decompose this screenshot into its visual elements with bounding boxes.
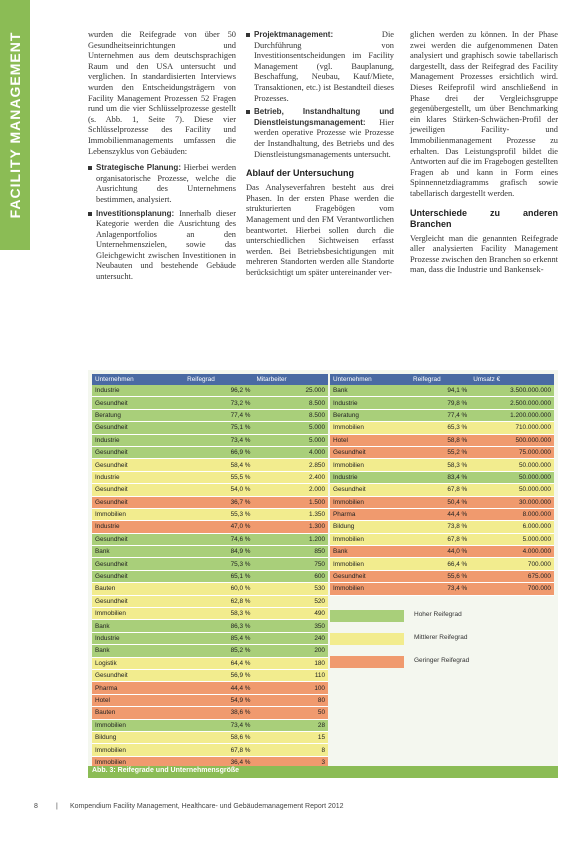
table-cell: 15 [253,731,328,743]
col3-paragraph-2: Vergleicht man die genannten Reifegrade aller analysierten Facility Management Prozesse zwischen den Branchen so erkennt man, dass die Industrie und Bankensek- [410,233,558,275]
table-row [92,496,328,508]
bullet-operations [246,107,394,160]
table-cell: 1.200 [253,533,328,545]
page-number: 8 [34,803,38,810]
bullet-head: Investitionsplanung: [96,208,175,218]
table-cell: 2.500.000.000 [470,397,554,409]
section-heading: Unterschiede zu anderen Branchen [410,207,558,229]
table-cell: Gesundheit [92,558,184,570]
table-cell: 1.500 [253,496,328,508]
table-row [92,657,328,669]
table-cell: 58,3 % [410,459,470,471]
table-cell: 77,4 % [410,409,470,421]
table-cell: 500.000.000 [470,434,554,446]
table-cell: Immobilien [92,719,184,731]
table-row [330,397,554,409]
table-cell: 2.850 [253,459,328,471]
table-cell: Industrie [330,471,410,483]
table-row [330,521,554,533]
table-row [92,434,328,446]
table-cell: 47,0 % [184,521,253,533]
table-cell: 110 [253,669,328,681]
employees-table [92,374,328,769]
table-cell: 58,4 % [184,459,253,471]
table-cell: Bildung [330,521,410,533]
table-row [92,694,328,706]
table-cell: 58,3 % [184,608,253,620]
table-cell: Immobilien [330,533,410,545]
table-cell: 44,4 % [410,508,470,520]
table-cell: Industrie [92,471,184,483]
table-cell: 44,4 % [184,682,253,694]
table-row [330,422,554,434]
section-heading: Ablauf der Untersuchung [246,168,355,179]
table-cell: 54,9 % [184,694,253,706]
table-cell: Immobilien [330,459,410,471]
col1-paragraph: wurden die Reifegrade von über 50 Gesundheitseinrichtungen und Unternehmen aus dem deutschsprachigen Raum und den USA untersucht und verglichen. In standardisierten Interviews wurden den Entscheidungsträgern von Facility Management Prozessen 52 Fragen rund um die vier Schlüsselprozesse gestellt (s. Abb. 1, Seite 7). Diese vier Schlüsselprozesse des Facility und Immobilienmanagements umfassen die Lebenszyklus von Gebäuden: [88,30,236,156]
table-cell: Bauten [92,707,184,719]
bullet-head: Strategische Planung: [96,163,181,173]
table-row [92,385,328,397]
table-cell: 65,3 % [410,422,470,434]
bullet-investment-planning [88,209,236,283]
sidebar-band [0,0,30,250]
text-column-2 [246,30,394,284]
table-cell: Logistik [92,657,184,669]
table-row [330,570,554,582]
table-cell: 750 [253,558,328,570]
table-cell: 58,6 % [184,731,253,743]
table-row [92,595,328,607]
table-cell: Pharma [92,682,184,694]
table-cell: 83,4 % [410,471,470,483]
table-cell: 1.350 [253,508,328,520]
table-cell: Beratung [330,409,410,421]
table-row [92,409,328,421]
table-row [92,707,328,719]
table-cell: Gesundheit [92,570,184,582]
table-cell: 50.000.000 [470,459,554,471]
bullet-project-management [246,30,394,104]
table-cell: 55,6 % [410,570,470,582]
table-row [92,546,328,558]
table-row [330,446,554,458]
text-column-3 [410,30,558,282]
table-cell: 2.400 [253,471,328,483]
table-cell: Gesundheit [330,484,410,496]
table-cell: Pharma [330,508,410,520]
table-cell: 50 [253,707,328,719]
table-row [330,459,554,471]
table-cell: 73,4 % [410,583,470,595]
text-column-1 [88,30,236,286]
table-cell: 3.500.000.000 [470,385,554,397]
table-cell: 60,0 % [184,583,253,595]
table-cell: 850 [253,546,328,558]
table-row [92,570,328,582]
table-cell: 100 [253,682,328,694]
table-cell: 85,4 % [184,632,253,644]
table-cell: 80 [253,694,328,706]
table-cell: Immobilien [330,558,410,570]
table-cell: 75,3 % [184,558,253,570]
table-cell: Gesundheit [92,422,184,434]
table-cell: 8.000.000 [470,508,554,520]
table-cell: 2.000 [253,484,328,496]
table-cell: 36,7 % [184,496,253,508]
table-cell: 200 [253,645,328,657]
table-cell: Bauten [92,583,184,595]
bullet-text: Hierbei werden organisatorische Prozesse, welche die Ausrichtung des Unternehmens bestimmen, analysiert. [96,163,237,204]
table-row [92,645,328,657]
table-cell: Industrie [92,632,184,644]
table-cell: 66,9 % [184,446,253,458]
table-row [92,744,328,756]
table-row [92,682,328,694]
table-cell: 73,4 % [184,719,253,731]
table-cell: 86,3 % [184,620,253,632]
table-cell: 675.000 [470,570,554,582]
table-cell: 67,8 % [410,533,470,545]
table-row [330,546,554,558]
page-footer [34,803,344,810]
sidebar-label: FACILITY MANAGEMENT [7,31,23,219]
table-cell: 44,0 % [410,546,470,558]
column-header: Reifegrad [184,374,253,385]
table-row [330,533,554,545]
table-cell: 55,3 % [184,508,253,520]
table-cell: 4.000.000 [470,546,554,558]
table-cell: Gesundheit [92,533,184,545]
table-cell: 8.500 [253,409,328,421]
table-cell: 73,8 % [410,521,470,533]
table-row [92,608,328,620]
table-row [330,508,554,520]
table-cell: 4.000 [253,446,328,458]
bullet-text: Die Durchführung von Investitionsentscheidungen im Facility Management (vgl. Bauplanung, Beschaffung, Neubau, Kauf/Miete, Transaktionen, etc.) ist Bestandteil dieses Prozesses. [254,30,394,103]
table-cell: 65,1 % [184,570,253,582]
legend-swatch [330,633,404,645]
col3-paragraph: glichen werden zu können. In der Phase zwei werden die aufgenommenen Daten analysiert und graphisch sowie tabellarisch dargestellt, dass der Reifegrad des Facility Management Prozesses ersichtlich wird. Dieses Reifeprofil wird anschließend in Phase drei der Vergleichsgruppe gegenübergestellt, um über Benchmarking ein klares Stärken-Schwächen-Profil der jeweiligen Facility- und Immobilienmanagement Prozesse zu erhalten. Das Leistungsprofil bildet die Antworten auf die im Fragebogen gestellten Fragen ab und kann in Form eines Spinnennetzdiagramms grafisch sowie tabellarisch dargestellt werden. [410,30,558,198]
table-cell: 54,0 % [184,484,253,496]
col2-paragraph: Das Analyseverfahren besteht aus drei Phasen. In der ersten Phase werden die strukturierten Fragebögen vom Management und den FM Verantwortlichen beantwortet. Hierbei sollen durch die unterschiedlichen Sichtweisen erfasst werden. Bei Betriebsbesichtigungen mit mehreren Standorten werden alle Standorte berücksichtigt um später untereinander ver- [246,183,394,277]
table-cell: 8.500 [253,397,328,409]
table-cell: Immobilien [92,756,184,768]
table-cell: 84,9 % [184,546,253,558]
table-cell: Industrie [92,434,184,446]
table-row [92,459,328,471]
table-cell: Gesundheit [330,446,410,458]
table-cell: Gesundheit [92,397,184,409]
table-cell: 58,8 % [410,434,470,446]
table-cell: 28 [253,719,328,731]
table-cell: 6.000.000 [470,521,554,533]
table-cell: Industrie [92,521,184,533]
table-cell: 36,4 % [184,756,253,768]
table-cell: 25.000 [253,385,328,397]
table-cell: Beratung [92,409,184,421]
table-row [92,471,328,483]
bullet-text: Hier werden operative Prozesse wie Prozesse der Instandhaltung, des Betriebs und des Dienstleistungsmanagements untersucht. [254,117,394,159]
table-cell: Gesundheit [330,570,410,582]
table-cell: Bank [330,385,410,397]
table-row [92,669,328,681]
table-cell: Gesundheit [92,459,184,471]
table-cell: 710.000.000 [470,422,554,434]
table-cell: Immobilien [92,744,184,756]
table-cell: Gesundheit [92,446,184,458]
table-cell: 180 [253,657,328,669]
legend-low [330,656,554,668]
table-cell: 1.300 [253,521,328,533]
table-row [330,496,554,508]
bullet-strategic-planning [88,163,236,205]
table-cell: 38,6 % [184,707,253,719]
table-row [92,558,328,570]
table-cell: 75.000.000 [470,446,554,458]
legend-swatch [330,656,404,668]
table-cell: 67,8 % [410,484,470,496]
legend-label: Geringer Reifegrad [414,657,470,664]
table-cell: 62,8 % [184,595,253,607]
table-row [92,632,328,644]
table-cell: 64,4 % [184,657,253,669]
table-cell: 66,4 % [410,558,470,570]
legend-swatch [330,610,404,622]
table-cell: Bank [330,546,410,558]
table-cell: 5.000 [253,434,328,446]
table-cell: Immobilien [92,508,184,520]
table-cell: Bank [92,645,184,657]
table-row [92,620,328,632]
table-cell: Hotel [92,694,184,706]
table-cell: Immobilien [92,608,184,620]
table-cell: 73,4 % [184,434,253,446]
legend-medium [330,633,554,645]
table-cell: Hotel [330,434,410,446]
table-cell: 50.000.000 [470,471,554,483]
table-row [92,583,328,595]
table-cell: Immobilien [330,496,410,508]
table-row [92,446,328,458]
table-cell: 55,2 % [410,446,470,458]
table-row [92,719,328,731]
table-cell: Bank [92,620,184,632]
table-cell: 79,8 % [410,397,470,409]
table-row [330,434,554,446]
table-row [330,471,554,483]
table-cell: Gesundheit [92,595,184,607]
table-cell: Gesundheit [92,669,184,681]
table-cell: Immobilien [330,422,410,434]
table-cell: 1.200.000.000 [470,409,554,421]
col1-bullet-list [88,163,236,283]
table-cell: 240 [253,632,328,644]
table-cell: 600 [253,570,328,582]
table-cell: 50.000.000 [470,484,554,496]
table-cell: 5.000 [253,422,328,434]
table-cell: 94,1 % [410,385,470,397]
table-cell: 77,4 % [184,409,253,421]
table-cell: 3 [253,756,328,768]
table-cell: 85,2 % [184,645,253,657]
legend-high [330,610,554,622]
table-cell: 8 [253,744,328,756]
legend-label: Hoher Reifegrad [414,611,462,618]
footer-text: Kompendium Facility Management, Healthcare- und Gebäudemanagement Report 2012 [70,803,344,810]
table-cell: 520 [253,595,328,607]
table-cell: Gesundheit [92,484,184,496]
table-cell: 530 [253,583,328,595]
footer-separator: | [56,803,58,810]
table-cell: 56,9 % [184,669,253,681]
table-cell: 73,2 % [184,397,253,409]
table-row [330,583,554,595]
column-header: Unternehmen [92,374,184,385]
table-row [330,558,554,570]
table-row [92,521,328,533]
table-cell: Bildung [92,731,184,743]
bullet-head: Projektmanagement: [254,30,334,39]
table-cell: 74,6 % [184,533,253,545]
table-cell: Industrie [92,385,184,397]
table-row [330,484,554,496]
table-cell: 490 [253,608,328,620]
table-cell: Bank [92,546,184,558]
table-cell: 700.000 [470,583,554,595]
table-cell: 75,1 % [184,422,253,434]
table-cell: 67,8 % [184,744,253,756]
table-cell: Gesundheit [92,496,184,508]
table-cell: 96,2 % [184,385,253,397]
column-header: Unternehmen [330,374,410,385]
table-cell: Industrie [330,397,410,409]
table-row [92,422,328,434]
table-row [92,731,328,743]
table-row [92,508,328,520]
column-header: Reifegrad [410,374,470,385]
caption-text: Abb. 3: Reifegrade und Unternehmensgröße [92,767,240,774]
revenue-table [330,374,554,596]
figure-caption [88,766,558,778]
table-row [92,533,328,545]
column-header: Umsatz € [470,374,554,385]
table-cell: 55,5 % [184,471,253,483]
table-cell: 350 [253,620,328,632]
col2-bullet-list [246,30,394,160]
table-row [330,409,554,421]
legend-label: Mittlerer Reifegrad [414,634,468,641]
table-row [92,397,328,409]
table-cell: 700.000 [470,558,554,570]
table-cell: 50,4 % [410,496,470,508]
table-row [330,385,554,397]
table-cell: 5.000.000 [470,533,554,545]
table-cell: 30.000.000 [470,496,554,508]
column-header: Mitarbeiter [253,374,328,385]
table-row [92,484,328,496]
table-cell: Immobilien [330,583,410,595]
bullet-text: Innerhalb dieser Kategorie werden die Ausrichtung des Anlagenportfolios an den Unternehmenszielen, sowie das Gleichgewicht zwischen Investitionen in Neubauten und bestehende Gebäude untersucht. [96,208,237,282]
bullet-head: Betrieb, Instandhaltung und Dienstleistungsmanagement: [254,107,394,127]
